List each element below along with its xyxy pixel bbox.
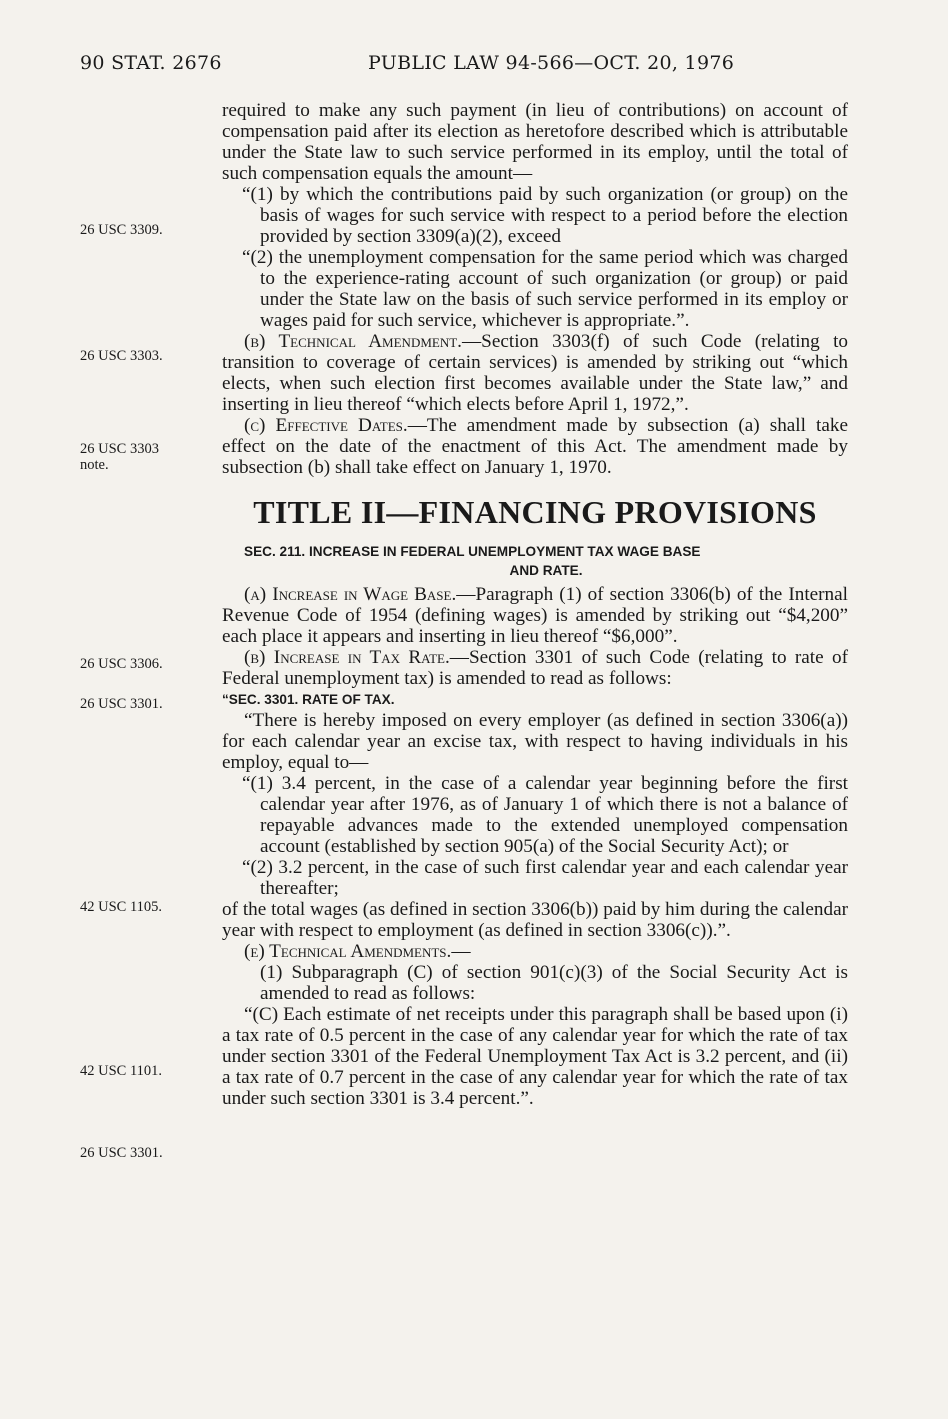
subsection-heading: (b) Technical Amendment.	[244, 331, 462, 352]
subsection-a	[222, 584, 848, 647]
quoted-section-heading: “SEC. 3301. RATE OF TAX.	[222, 692, 395, 707]
paragraph: “There is hereby imposed on every employer (as defined in section 3306(a)) for each calendar year an excise tax, with respect to having individuals in his employ, equal to—	[222, 710, 848, 773]
clause-text: (1) Subparagraph (C) of section 901(c)(3) of the Social Security Act is amended to read as follows:	[260, 962, 848, 1004]
margin-note: 26 USC 3309.	[80, 222, 163, 238]
subsection-text: —Section 3301 of such Code (relating to rate of Federal unemployment tax) is amended to read as follows:	[222, 647, 848, 689]
title-heading: TITLE II—FINANCING PROVISIONS	[253, 494, 817, 530]
clause: “(2) 3.2 percent, in the case of such first calendar year and each calendar year thereafter;	[242, 857, 848, 899]
subsection-b2	[222, 647, 848, 689]
clause	[222, 962, 848, 1004]
text-column	[222, 100, 848, 1109]
clause: “(1) 3.4 percent, in the case of a calendar year beginning before the first calendar year after 1976, as of January 1 of which there is not a balance of repayable advances made to the extended unemployed compensation account (established by section 905(a) of the Social Security Act); or	[242, 773, 848, 857]
margin-note: 26 USC 3303	[80, 441, 159, 457]
public-law-header: PUBLIC LAW 94-566—OCT. 20, 1976	[368, 52, 735, 74]
subsection-dash: —	[451, 941, 471, 962]
margin-note: 26 USC 3301.	[80, 1145, 163, 1161]
statute-page-number: 90 STAT. 2676	[80, 52, 222, 74]
paragraph: required to make any such payment (in lieu of contributions) on account of compensation paid after its election as heretofore described which is attributable under the State law to such service performed in its employ, until the total of such compensation equals the amount—	[222, 100, 848, 184]
clause: “(1) by which the contributions paid by such organization (or group) on the basis of wages for such service with respect to a period before the election provided by section 3309(a)(2), exceed	[242, 184, 848, 247]
margin-note: 42 USC 1101.	[80, 1063, 163, 1079]
subsection-text: —The amendment made by subsection (a) shall take effect on the date of the enactment of this Act. The amendment made by subsection (b) shall take effect on January 1, 1970.	[222, 415, 849, 478]
subsection-heading: (e) Technical Amendments.	[244, 941, 452, 962]
subsection-text: —Section 3303(f) of such Code (relating to transition to coverage of certain services) is amended by striking out “which elects, when such election first becomes available under the State law,” and inserting in lieu thereof “which elects before April 1, 1972,”.	[222, 331, 848, 415]
subsection-c	[222, 415, 848, 478]
margin-note: 26 USC 3306.	[80, 656, 163, 672]
section-heading-line: SEC. 211. INCREASE IN FEDERAL UNEMPLOYMENT TAX WAGE BASE	[244, 544, 701, 559]
subsection-text: —Paragraph (1) of section 3306(b) of the Internal Revenue Code of 1954 (defining wages) is amended by striking out “$4,200” each place it appears and inserting in lieu thereof “$6,000”.	[222, 584, 848, 647]
paragraph: of the total wages (as defined in section 3306(b)) paid by him during the calendar year with respect to employment (as defined in section 3306(c)).”.	[222, 899, 848, 941]
margin-note: 42 USC 1105.	[80, 899, 163, 915]
section-heading-line: AND RATE.	[509, 563, 583, 578]
margin-note: 26 USC 3301.	[80, 696, 163, 712]
subsection-e	[222, 941, 848, 962]
subsection-heading: (b) Increase in Tax Rate.	[244, 647, 450, 668]
section-heading	[222, 542, 848, 580]
subsection-b	[222, 331, 848, 415]
subsection-heading: (a) Increase in Wage Base.	[244, 584, 457, 605]
paragraph: “(C) Each estimate of net receipts under this paragraph shall be based upon (i) a tax rate of 0.5 percent in the case of any calendar year for which the rate of tax under section 3301 of the Federal Unemployment Tax Act is 3.2 percent, and (ii) a tax rate of 0.7 percent in the case of any calendar year for which the rate of tax under such section 3301 is 3.4 percent.”.	[222, 1004, 848, 1109]
margin-note: 26 USC 3303.	[80, 348, 163, 364]
clause: “(2) the unemployment compensation for the same period which was charged to the experience-rating account of such organization (or group) or paid under the State law on the basis of such service performed in its employ or wages paid for such service, whichever is appropriate.”.	[242, 247, 848, 331]
subsection-heading: (c) Effective Dates.	[244, 415, 408, 436]
margin-note: note.	[80, 457, 109, 473]
